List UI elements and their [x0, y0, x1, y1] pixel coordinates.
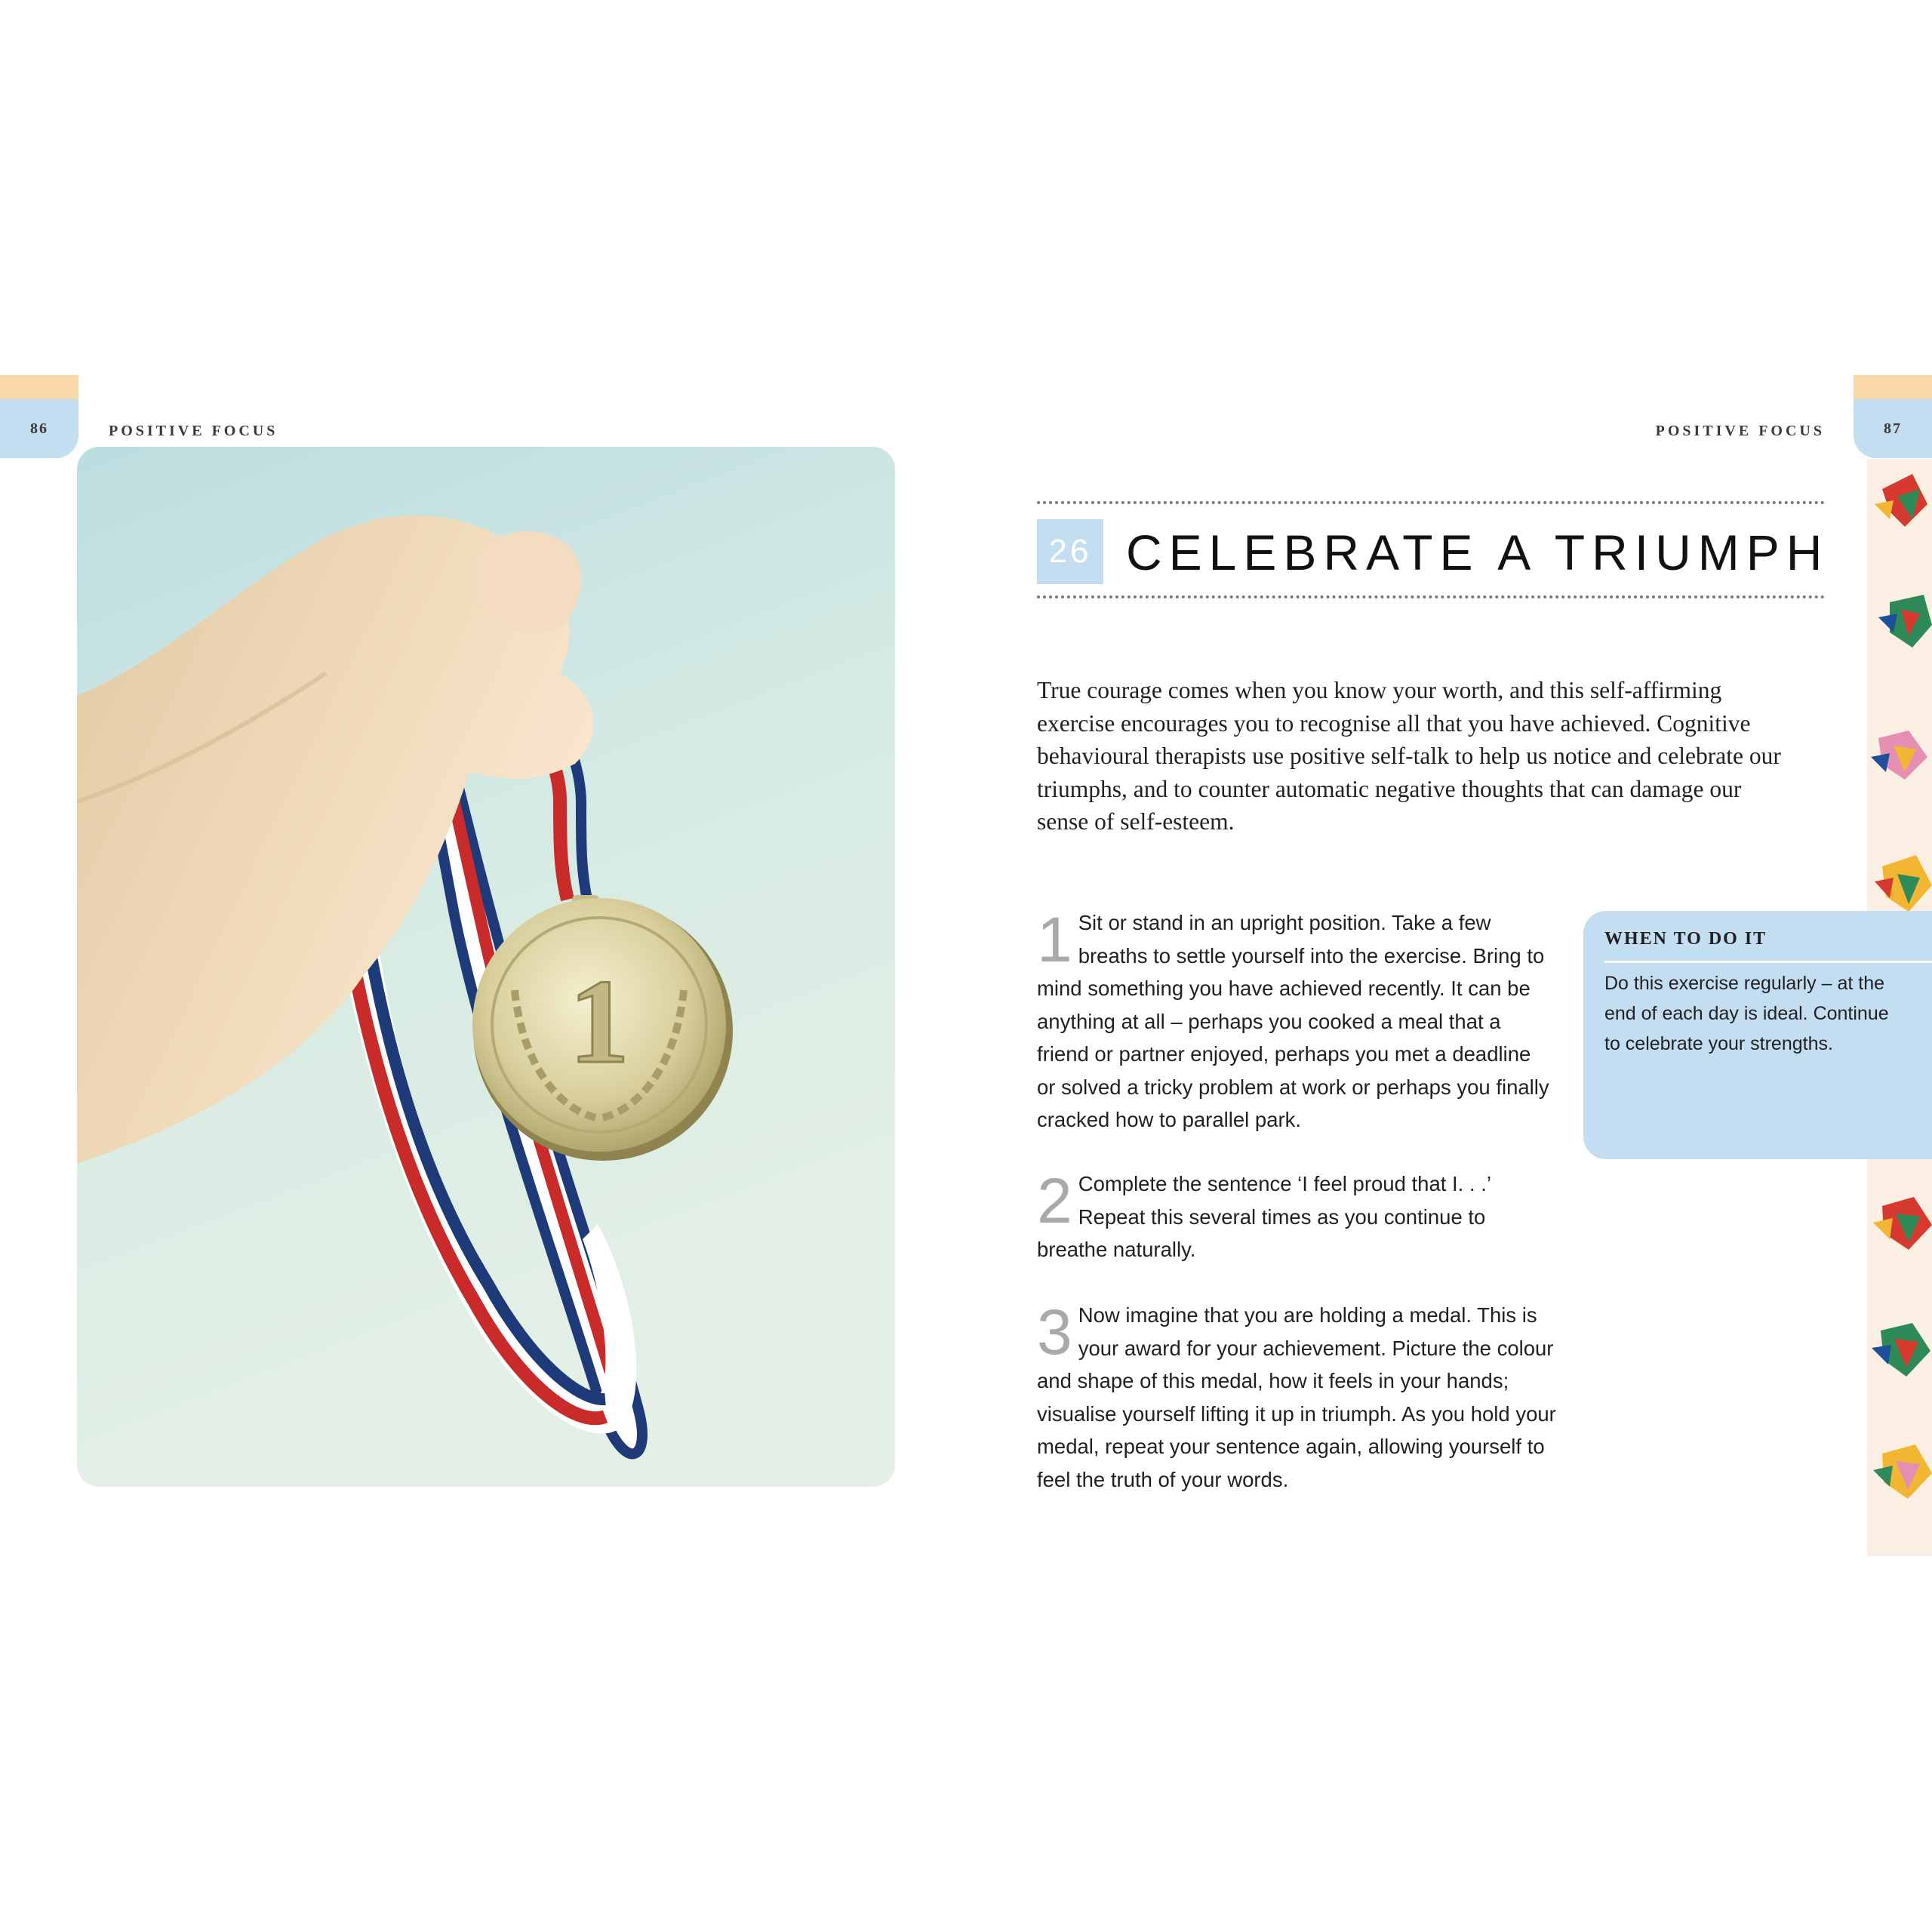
page-number-right: 87: [1854, 399, 1932, 458]
exercise-title: CELEBRATE A TRIUMPH: [1126, 525, 1829, 580]
medal-number-label: 1: [569, 954, 629, 1088]
running-head-right: POSITIVE FOCUS: [1655, 423, 1825, 439]
page-number-left: 86: [0, 399, 78, 458]
exercise-number-badge: 26: [1037, 519, 1103, 584]
page-tab-accent-left: [0, 375, 78, 399]
bird-icon: [1875, 474, 1927, 527]
step-2: [1037, 1165, 1550, 1266]
step-number: 3: [1037, 1297, 1072, 1367]
intro-paragraph: True courage comes when you know your worth, and this self-affirming exercise encourages you to recognise all that you have achieved. Cognitive behavioural therapists use positive self-talk to help us notice and celebrate our triumphs, and to counter automatic negative thoughts that can damage our sense of self-esteem.: [1037, 677, 1781, 835]
step-text: Now imagine that you are holding a medal. This is your award for your achievement. Picture the colour and shape of this medal, how it feels in your hands; visualise yourself lifting it up in triumph. As you hold your medal, repeat your sentence again, allowing yourself to feel the truth of your words.: [1037, 1303, 1556, 1491]
sidebar-rule: [1604, 961, 1932, 963]
step-number: 2: [1037, 1165, 1072, 1236]
step-number: 1: [1037, 904, 1072, 975]
step-3: [1037, 1299, 1558, 1496]
running-head-left: POSITIVE FOCUS: [109, 423, 278, 439]
sidebar-title: WHEN TO DO IT: [1604, 929, 1767, 949]
step-1: [1037, 906, 1550, 1137]
when-to-do-it-box: [1583, 911, 1932, 1159]
hand-holding-medal-photo: [77, 447, 895, 1487]
step-text: Sit or stand in an upright position. Take a few breaths to settle yourself into the exercise. Bring to mind something you have achieved recently. It can be anything at all – perhaps you cooked a meal that a friend or partner enjoyed, perhaps you met a deadline or solved a tricky problem at work or perhaps you finally cracked how to parallel park.: [1037, 911, 1549, 1131]
page-tab-accent-right: [1854, 375, 1932, 399]
heading-rule-top: [1037, 501, 1825, 504]
step-text: Complete the sentence ‘I feel proud that I. . .’ Repeat this several times as you continue to breathe naturally.: [1037, 1172, 1491, 1261]
sidebar-body: Do this exercise regularly – at the end of each day is ideal. Continue to celebrate your strengths.: [1604, 973, 1889, 1054]
heading-rule-bottom: [1037, 595, 1825, 598]
